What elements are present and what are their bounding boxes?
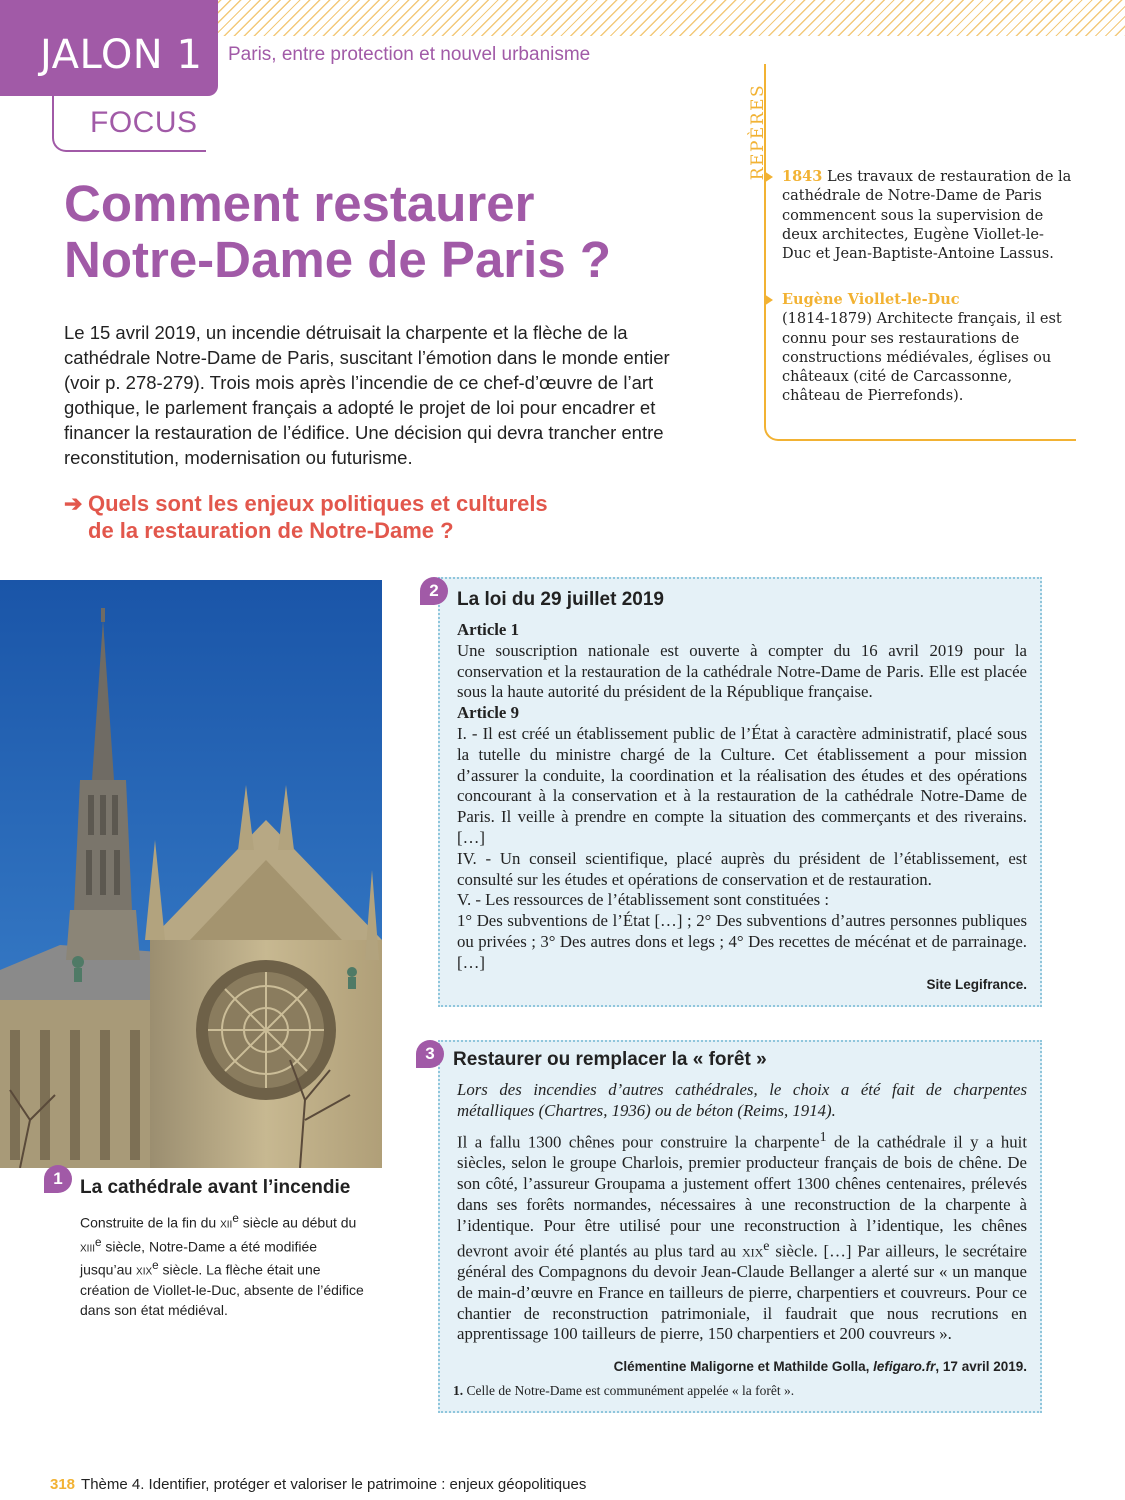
question-line-2: de la restauration de Notre-Dame ? [88,518,454,543]
article-1-heading: Article 1 [457,620,519,639]
section-title: Paris, entre protection et nouvel urbanisme [228,44,591,65]
document-2-title: La loi du 29 juillet 2019 [457,589,664,610]
document-2-source: Site Legifrance. [926,977,1027,992]
document-3-title: Restaurer ou remplacer la « forêt » [453,1049,767,1070]
focus-label: FOCUS [90,106,198,139]
document-number-badge: 3 [416,1040,444,1068]
reperes-item-text: (1814-1879) Architecte français, il est connu pour ses restaurations de constructions médiévales, églises ou châteaux (cité de Carcassonne, château de Pierrefonds). [782,311,1062,405]
reperes-label-text: REPÈRES [748,83,769,181]
page-title [64,176,704,288]
document-1-caption: Construite de la fin du xii$^e$ siècle au début du xiii$^e$ siècle, Notre-Dame a été modifiée jusqu’au xix$^e$ siècle. La flèche était une création de Viollet-le-Duc, absente de l’édifice dans son état médiéval. [80,1212,364,1318]
reperes-item [782,290,1072,407]
triangle-marker-icon [764,171,773,183]
reperes-item [782,167,1072,264]
article-9-para-i: I. - Il est créé un établissement public de l’État à caractère administratif, placé sous la tutelle du ministre chargé de la Culture. Cet établissement a pour mission d’assurer la conduite, la coordination et la réalisation des études et des opérations concourant à la conservation et à la restauration de la cathédrale Notre-Dame de Paris. Il veille à prendre en compte la situation des commerçants et des riverains. […] [457,723,1027,847]
page-footer [50,1476,586,1493]
intro-paragraph: Le 15 avril 2019, un incendie détruisait la charpente et la flèche de la cathédrale Notre-Dame de Paris, suscitant l’émotion dans le monde entier (voir p. 278-279). Trois mois après l’incendie de ce chef-d’œuvre de l’art gothique, le parlement français a adopté le projet de loi pour encadrer et financer la restauration de l’édifice. Une décision qui devra trancher entre reconstitution, modernisation ou futurisme. [64,322,670,468]
document-3-footnote: 1. Celle de Notre-Dame est communément appelée « la forêt ». [453,1383,795,1398]
arrow-right-icon: ➔ [64,491,83,516]
page-number: 318 [50,1476,76,1493]
question-line-1: Quels sont les enjeux politiques et culturels [88,491,548,516]
reperes-item-key: Eugène Viollet-le-Duc [782,291,960,308]
document-3-source: Clémentine Maligorne et Mathilde Golla, lefigaro.fr, 17 avril 2019. [613,1359,1027,1374]
document-number-badge: 1 [44,1165,72,1193]
reperes-item-key: 1843 [782,168,823,185]
reperes-item-text: Les travaux de restauration de la cathédrale de Notre-Dame de Paris commencent sous la supervision de deux architectes, Eugène Viollet-le-Duc et Jean-Baptiste-Antoine Lassus. [782,169,1072,263]
article-9-para-iv: IV. - Un conseil scientifique, placé auprès du président de l’établissement, est consulté sur les études et opérations de conservation et de restauration. [457,848,1027,889]
document-3-intro: Lors des incendies d’autres cathédrales, le choix a été fait de charpentes métalliques (Chartres, 1936) ou de béton (Reims, 1914). [457,1080,1027,1120]
footer-theme: Thème 4. Identifier, protéger et valoriser le patrimoine : enjeux géopolitiques [81,1476,587,1493]
document-2-text [457,620,1027,974]
article-1-text: Une souscription nationale est ouverte à compter du 16 avril 2019 pour la conservation et la restauration de la cathédrale Notre-Dame de Paris. Elle est placée sous la haute autorité du président de la République française. [457,640,1027,702]
page-title-line-1: Comment restaurer [64,175,535,232]
cathedral-photo [0,580,382,1168]
jalon-label: JALON 1 [40,32,203,78]
page-title-line-2: Notre-Dame de Paris ? [64,231,612,288]
article-9-para-v-list: 1° Des subventions de l’État […] ; 2° Des subventions d’autres personnes publiques ou privées ; 3° Des autres dons et legs ; 4° Des recettes de mécénat et de parrainage. […] [457,911,1027,972]
document-number-badge: 2 [420,577,448,605]
article-9-para-v: V. - Les ressources de l’établissement sont constituées : [457,890,830,910]
guiding-question [64,490,684,544]
document-1-title: La cathédrale avant l’incendie [80,1177,351,1198]
header-hatch-band [210,0,1125,36]
triangle-marker-icon [764,294,773,306]
article-9-heading: Article 9 [457,703,519,723]
reperes-label [738,83,769,181]
cathedral-illustration [0,580,382,1168]
document-3-text: Il a fallu 1300 chênes pour construire la charpente$^1$ de la cathédrale il y a huit siècles, selon le groupe Charlois, premier producteur français de bois de chêne. De son côté, l’assureur Groupama a justement offert 1300 chênes centenaires, prélevés dans ses forêts normandes, nécessaires à une reconstruction de la charpente à l’identique. Pour être utilisé pour une reconstruction à l’identique, les chênes devront avoir été plantés au plus tard au xix$^e$ siècle. […] Par ailleurs, le secrétaire général des Compagnons du devoir Jean-Claude Bellanger a alerté sur « un manque de main-d’œuvre en France en tailleurs de pierre, charpentiers et couvreurs. Pour ce chantier de reconstruction patrimoniale, il faudrait que nous recrutions en apprentissage 100 tailleurs de pierre, 150 charpentiers et 200 couvreurs ». [457,1130,1027,1344]
